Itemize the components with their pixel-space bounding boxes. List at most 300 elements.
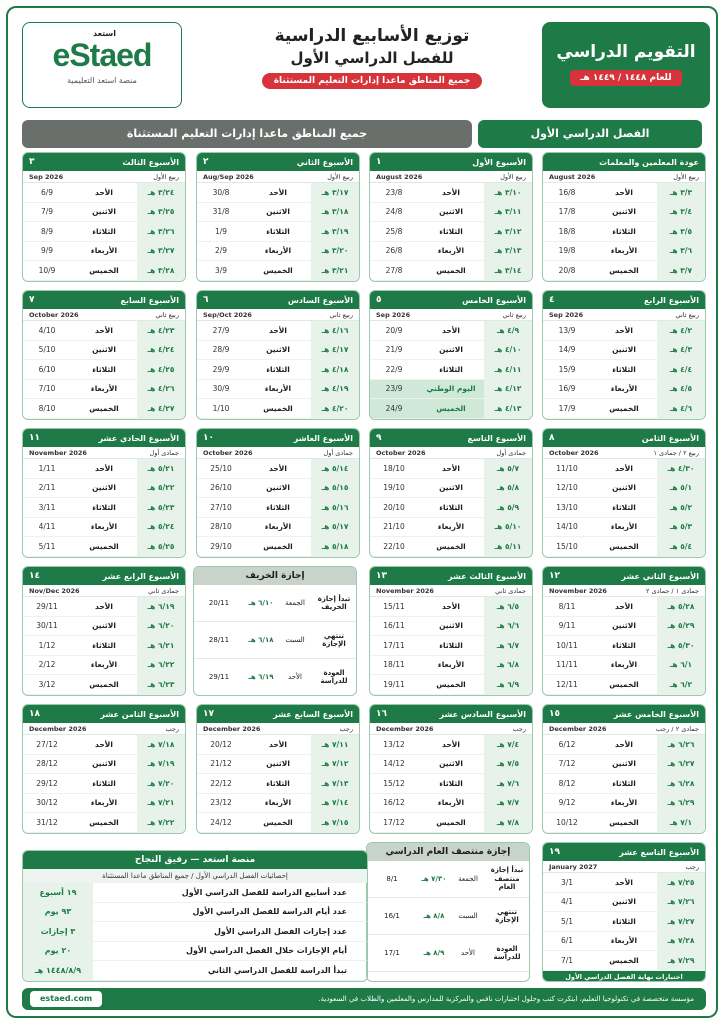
gregorian-date: 4/1	[560, 897, 574, 907]
week-card	[542, 842, 706, 982]
logo-wordmark: eStaed	[52, 37, 152, 73]
hijri-date: ٥/٩ هـ	[484, 498, 532, 517]
day-name: الأربعاء	[610, 798, 638, 808]
gregorian-month: December 2026	[203, 724, 261, 733]
week-header	[370, 705, 532, 723]
day-row	[543, 498, 705, 518]
hijri-date: ٥/٢٢ هـ	[137, 479, 185, 498]
hijri-month: جمادى أول	[323, 448, 353, 457]
day-row	[197, 774, 359, 794]
hijri-date: ٦/٢ هـ	[657, 675, 705, 694]
day-name: الاثنين	[92, 483, 116, 493]
day-row	[197, 261, 359, 281]
gregorian-date: 29/12	[36, 778, 58, 788]
day-name: الأربعاء	[437, 660, 465, 670]
hijri-date: ٣/٦ هـ	[657, 242, 705, 261]
hijri-date: ٣/١٨ هـ	[311, 203, 359, 222]
day-name: الثلاثاء	[92, 502, 116, 512]
day-name: الخميس	[609, 955, 639, 965]
day-row	[197, 735, 359, 755]
week-title: الأسبوع الخامس عشر	[613, 709, 699, 719]
gregorian-date: 18/10	[383, 463, 405, 473]
day-name: الأحد	[442, 601, 460, 611]
week-months	[543, 309, 705, 321]
day-row	[370, 617, 532, 637]
day-name: الخميس	[436, 403, 466, 413]
logo	[22, 22, 182, 108]
week-number: ١٣	[376, 571, 387, 581]
week-title: الأسبوع الثالث	[122, 157, 179, 167]
hijri-date: ٥/١ هـ	[657, 479, 705, 498]
day-row	[370, 498, 532, 518]
gregorian-date: 4/10	[38, 325, 56, 335]
week-header	[23, 705, 185, 723]
week-card	[542, 152, 706, 282]
week-title: الأسبوع الثاني عشر	[621, 571, 699, 581]
day-row	[370, 459, 532, 479]
gregorian-date: 28/9	[212, 345, 230, 355]
day-row	[543, 479, 705, 499]
gregorian-date: 27/12	[36, 739, 58, 749]
gregorian-date: 11/10	[556, 463, 578, 473]
day-name: الأحد	[269, 187, 287, 197]
hijri-date: ٧/٢٧ هـ	[657, 912, 705, 931]
hijri-date: ٥/١٥ هـ	[311, 479, 359, 498]
week-card	[542, 428, 706, 558]
day-name: الثلاثاء	[266, 364, 290, 374]
day-name: الأحد	[442, 325, 460, 335]
hijri-date: ٣/٣ هـ	[657, 183, 705, 202]
day-name: الأربعاء	[610, 246, 638, 256]
stat-label: عدد أيام الدراسة للفصل الدراسي الأول	[192, 907, 347, 917]
gregorian-date: 15/12	[383, 778, 405, 788]
week-number: ٤	[549, 295, 555, 305]
gregorian-date: 30/8	[212, 187, 230, 197]
week-header	[23, 291, 185, 309]
week-months	[370, 447, 532, 459]
hijri-date: ٦/١٩ هـ	[137, 597, 185, 616]
week-title: الأسبوع السادس	[287, 295, 353, 305]
day-name: الخميس	[89, 265, 119, 275]
day-row	[543, 321, 705, 341]
gregorian-date: 13/12	[383, 739, 405, 749]
day-row	[543, 518, 705, 538]
day-name: الأربعاء	[90, 384, 118, 394]
gregorian-date: 14/9	[558, 345, 576, 355]
holiday-gregorian: 16/1	[384, 912, 400, 920]
week-card	[542, 566, 706, 696]
gregorian-date: 23/8	[385, 187, 403, 197]
gregorian-date: 11/11	[556, 660, 578, 670]
week-months	[370, 585, 532, 597]
hijri-date: ٤/٢٥ هـ	[137, 360, 185, 379]
day-name: الثلاثاء	[266, 778, 290, 788]
holiday-label: تبدأ إجازة منتصف العام	[490, 866, 524, 892]
day-name: الاثنين	[612, 621, 636, 631]
gregorian-month: October 2026	[203, 448, 253, 457]
week-title: الأسبوع التاسع عشر	[619, 847, 699, 857]
gregorian-date: 30/9	[212, 384, 230, 394]
gregorian-date: 28/12	[36, 759, 58, 769]
day-row	[23, 242, 185, 262]
gregorian-date: 4/11	[38, 522, 56, 532]
week-card	[22, 704, 186, 834]
day-row	[197, 183, 359, 203]
stats-subtitle: إحصائيات الفصل الدراسي الأول / جميع المناطق ماعدا المستثناة	[23, 869, 367, 883]
day-name: الاثنين	[612, 483, 636, 493]
day-row	[23, 479, 185, 499]
day-name: الأربعاء	[610, 660, 638, 670]
hijri-month: ربيع الأول	[500, 172, 526, 181]
gregorian-date: 20/12	[210, 739, 232, 749]
week-header	[370, 153, 532, 171]
holiday-day: الأحد	[288, 673, 302, 681]
day-name: الثلاثاء	[612, 778, 636, 788]
hijri-date: ٥/٢٥ هـ	[137, 537, 185, 556]
gregorian-date: 25/10	[210, 463, 232, 473]
day-name: الاثنين	[612, 207, 636, 217]
gregorian-date: 23/12	[210, 798, 232, 808]
week-title: الأسبوع الحادي عشر	[98, 433, 179, 443]
day-row	[23, 341, 185, 361]
week-header	[543, 567, 705, 585]
day-row	[543, 360, 705, 380]
gregorian-date: 1/10	[212, 403, 230, 413]
week-months	[543, 171, 705, 183]
gregorian-month: October 2026	[376, 448, 426, 457]
holiday-hijri: ٨/٩ هـ	[423, 949, 445, 957]
stats-card	[22, 850, 368, 982]
week-header	[197, 705, 359, 723]
week-months	[370, 171, 532, 183]
day-name: الأربعاء	[437, 798, 465, 808]
hijri-date: ٣/١٤ هـ	[484, 261, 532, 280]
day-row	[370, 399, 532, 419]
hijri-date: ٤/١٧ هـ	[311, 341, 359, 360]
hijri-date: ٣/٢١ هـ	[311, 261, 359, 280]
day-row	[543, 617, 705, 637]
calendar-page	[6, 6, 718, 1018]
day-row	[543, 774, 705, 794]
gregorian-month: December 2026	[29, 724, 87, 733]
day-row	[543, 636, 705, 656]
day-row	[543, 399, 705, 419]
gregorian-month: Aug/Sep 2026	[203, 172, 254, 181]
hijri-date: ٦/٢١ هـ	[137, 636, 185, 655]
stat-label: أيام الإجازات خلال الفصل الدراسي الأول	[186, 946, 347, 956]
day-row	[23, 617, 185, 637]
day-name: الاثنين	[92, 759, 116, 769]
stat-value: ٢٠ يوم	[23, 942, 93, 961]
day-row	[23, 755, 185, 775]
hijri-date: ٧/٦ هـ	[484, 774, 532, 793]
logo-subtitle: منصة استعد التعليمية	[67, 76, 137, 85]
gregorian-date: 14/12	[383, 759, 405, 769]
day-name: الثلاثاء	[439, 640, 463, 650]
day-name: الخميس	[263, 817, 293, 827]
hijri-date: ٧/٢٠ هـ	[137, 774, 185, 793]
hijri-date: ٧/١٨ هـ	[137, 735, 185, 754]
day-name: الخميس	[609, 265, 639, 275]
day-row	[543, 183, 705, 203]
holiday-gregorian: 20/11	[208, 599, 230, 607]
week-number: ١٦	[376, 709, 387, 719]
hijri-date: ٧/١٥ هـ	[311, 813, 359, 832]
hijri-date: ٧/١ هـ	[657, 813, 705, 832]
gregorian-date: 30/12	[36, 798, 58, 808]
week-months	[23, 171, 185, 183]
hijri-date: ٧/٢٢ هـ	[137, 813, 185, 832]
week-footer-note: اختبارات نهاية الفصل الدراسي الأول	[543, 971, 705, 983]
gregorian-date: 27/9	[212, 325, 230, 335]
hijri-date: ٣/٥ هـ	[657, 222, 705, 241]
hijri-date: ٥/٣ هـ	[657, 518, 705, 537]
gregorian-date: 21/10	[383, 522, 405, 532]
day-name: الخميس	[436, 817, 466, 827]
week-title: الأسبوع الرابع	[643, 295, 699, 305]
hijri-date: ٧/١٢ هـ	[311, 755, 359, 774]
hijri-date: ٧/٢٩ هـ	[657, 951, 705, 970]
hijri-date: ٥/٢ هـ	[657, 498, 705, 517]
day-name: الخميس	[436, 265, 466, 275]
day-row	[197, 399, 359, 419]
holiday-row	[367, 898, 529, 935]
gregorian-date: 17/8	[558, 207, 576, 217]
gregorian-date: 7/1	[560, 955, 574, 965]
day-name: الثلاثاء	[266, 502, 290, 512]
hijri-date: ٦/١ هـ	[657, 656, 705, 675]
site-link[interactable]: estaed.com	[30, 991, 102, 1007]
gregorian-date: 16/9	[558, 384, 576, 394]
week-number: ١٢	[549, 571, 560, 581]
week-card	[369, 566, 533, 696]
day-name: الثلاثاء	[439, 226, 463, 236]
week-months	[370, 723, 532, 735]
day-row	[370, 755, 532, 775]
week-months	[197, 171, 359, 183]
hijri-month: ربيع الأول	[153, 172, 179, 181]
day-name: الخميس	[609, 403, 639, 413]
week-header	[197, 291, 359, 309]
day-row	[543, 597, 705, 617]
day-name: الخميس	[609, 679, 639, 689]
day-row	[197, 380, 359, 400]
gregorian-date: 16/8	[558, 187, 576, 197]
day-row	[197, 813, 359, 833]
day-name: الأحد	[442, 463, 460, 473]
gregorian-date: 5/1	[560, 916, 574, 926]
week-months	[23, 585, 185, 597]
gregorian-date: 8/9	[40, 226, 54, 236]
day-row	[370, 341, 532, 361]
gregorian-date: 24/12	[210, 817, 232, 827]
day-name: الأربعاء	[610, 936, 638, 946]
day-row	[543, 755, 705, 775]
footer-bar	[22, 988, 706, 1010]
week-months	[543, 861, 705, 873]
gregorian-date: 19/8	[558, 246, 576, 256]
holiday-row	[367, 861, 529, 898]
gregorian-date: 6/1	[560, 936, 574, 946]
holiday-hijri: ٦/١٠ هـ	[248, 599, 274, 607]
gregorian-date: 10/11	[556, 640, 578, 650]
day-row	[370, 537, 532, 557]
autumn-holiday-title: إجازة الخريف	[194, 567, 356, 585]
gregorian-date: 26/10	[210, 483, 232, 493]
gregorian-date: 16/12	[383, 798, 405, 808]
gregorian-date: 10/9	[38, 265, 56, 275]
gregorian-date: 31/12	[36, 817, 58, 827]
week-months	[23, 309, 185, 321]
gregorian-date: 21/9	[385, 345, 403, 355]
hijri-date: ٦/٩ هـ	[484, 675, 532, 694]
week-card	[542, 704, 706, 834]
hijri-date: ٥/٤ هـ	[657, 537, 705, 556]
day-row	[370, 656, 532, 676]
day-row	[370, 479, 532, 499]
hijri-date: ٦/٢٢ هـ	[137, 656, 185, 675]
day-row	[370, 794, 532, 814]
week-header	[370, 291, 532, 309]
hijri-month: ربيع ٢ / جمادى ١	[653, 448, 699, 457]
week-card	[369, 290, 533, 420]
gregorian-date: 7/10	[38, 384, 56, 394]
day-name: الثلاثاء	[612, 226, 636, 236]
week-title: الأسبوع السادس عشر	[439, 709, 526, 719]
hijri-date: ٤/٢٧ هـ	[137, 399, 185, 418]
week-number: ٥	[376, 295, 382, 305]
gregorian-date: 15/9	[558, 364, 576, 374]
gregorian-date: 15/11	[383, 601, 405, 611]
day-row	[370, 735, 532, 755]
week-header	[370, 567, 532, 585]
week-months	[197, 723, 359, 735]
day-name: الخميس	[89, 679, 119, 689]
day-row	[370, 518, 532, 538]
hijri-date: ٣/٢٠ هـ	[311, 242, 359, 261]
week-months	[370, 309, 532, 321]
week-number: ١٩	[549, 847, 560, 857]
gregorian-date: 2/9	[214, 246, 228, 256]
gregorian-date: 1/9	[214, 226, 228, 236]
day-row	[197, 755, 359, 775]
day-name: الأحد	[269, 325, 287, 335]
gregorian-month: November 2026	[29, 448, 87, 457]
gregorian-month: November 2026	[376, 586, 434, 595]
day-row	[370, 774, 532, 794]
hijri-month: جمادى ثاني	[148, 586, 179, 595]
day-name: الخميس	[89, 817, 119, 827]
day-row	[543, 380, 705, 400]
week-months	[23, 723, 185, 735]
day-name: الاثنين	[439, 621, 463, 631]
week-number: ١٨	[29, 709, 40, 719]
gregorian-date: 17/12	[383, 817, 405, 827]
day-name: الاثنين	[612, 345, 636, 355]
day-row	[23, 222, 185, 242]
day-row	[370, 636, 532, 656]
gregorian-date: 20/10	[383, 502, 405, 512]
hijri-date: ٥/١١ هـ	[484, 537, 532, 556]
day-name: الثلاثاء	[612, 364, 636, 374]
week-card	[369, 704, 533, 834]
holiday-hijri: ٧/٣٠ هـ	[421, 875, 447, 883]
holiday-label: تنتهي الإجازة	[495, 907, 519, 924]
gregorian-date: 12/11	[556, 679, 578, 689]
week-title: الأسبوع السابع عشر	[273, 709, 353, 719]
hijri-date: ٧/١٣ هـ	[311, 774, 359, 793]
week-title: الأسبوع الثامن	[641, 433, 699, 443]
hijri-date: ٧/٢٦ هـ	[657, 893, 705, 912]
day-name: الأحد	[615, 187, 633, 197]
week-card	[22, 428, 186, 558]
gregorian-date: 14/10	[556, 522, 578, 532]
week-card	[22, 290, 186, 420]
day-name: الخميس	[609, 817, 639, 827]
hijri-date: ٥/١٧ هـ	[311, 518, 359, 537]
gregorian-date: 29/11	[36, 601, 58, 611]
day-name: الخميس	[436, 679, 466, 689]
week-title: عودة المعلمين والمعلمات	[599, 157, 699, 167]
hijri-date: ٣/١٩ هـ	[311, 222, 359, 241]
stat-row	[23, 922, 367, 942]
header	[22, 22, 710, 114]
day-name: الثلاثاء	[92, 778, 116, 788]
day-row	[23, 537, 185, 557]
day-name: الاثنين	[92, 207, 116, 217]
midyear-holiday-title: إجازة منتصف العام الدراسي	[367, 843, 529, 861]
hijri-date: ٤/٩ هـ	[484, 321, 532, 340]
hijri-date: ٤/١٦ هـ	[311, 321, 359, 340]
day-row	[23, 518, 185, 538]
day-name: الأربعاء	[610, 522, 638, 532]
hijri-date: ٣/١٢ هـ	[484, 222, 532, 241]
hijri-date: ٤/٣ هـ	[657, 341, 705, 360]
day-name: الأحد	[615, 325, 633, 335]
day-name: الثلاثاء	[439, 502, 463, 512]
day-name: الاثنين	[439, 483, 463, 493]
day-name: الخميس	[263, 403, 293, 413]
hijri-date: ٣/٢٥ هـ	[137, 203, 185, 222]
hijri-date: ٣/٧ هـ	[657, 261, 705, 280]
day-row	[543, 656, 705, 676]
day-row	[370, 597, 532, 617]
hijri-date: ٤/١٣ هـ	[484, 399, 532, 418]
gregorian-date: 29/10	[210, 541, 232, 551]
hijri-date: ٣/١١ هـ	[484, 203, 532, 222]
day-name: الأربعاء	[90, 798, 118, 808]
hijri-date: ٣/١٣ هـ	[484, 242, 532, 261]
week-number: ٧	[29, 295, 35, 305]
hijri-date: ٤/١٨ هـ	[311, 360, 359, 379]
hijri-date: ٤/١١ هـ	[484, 360, 532, 379]
day-row	[370, 203, 532, 223]
hijri-date: ٥/٢٩ هـ	[657, 617, 705, 636]
holiday-gregorian: 17/1	[384, 949, 400, 957]
holiday-label: العودة للدراسة	[320, 668, 348, 685]
hijri-date: ٦/٢٣ هـ	[137, 675, 185, 694]
day-name: الثلاثاء	[92, 364, 116, 374]
day-row	[197, 479, 359, 499]
gregorian-date: 22/12	[210, 778, 232, 788]
gregorian-month: Sep 2026	[549, 310, 584, 319]
week-header	[197, 153, 359, 171]
day-row	[23, 675, 185, 695]
holiday-day: الجمعة	[285, 599, 305, 607]
gregorian-date: 22/10	[383, 541, 405, 551]
week-card	[196, 704, 360, 834]
stat-value: ٣ إجازات	[23, 922, 93, 941]
